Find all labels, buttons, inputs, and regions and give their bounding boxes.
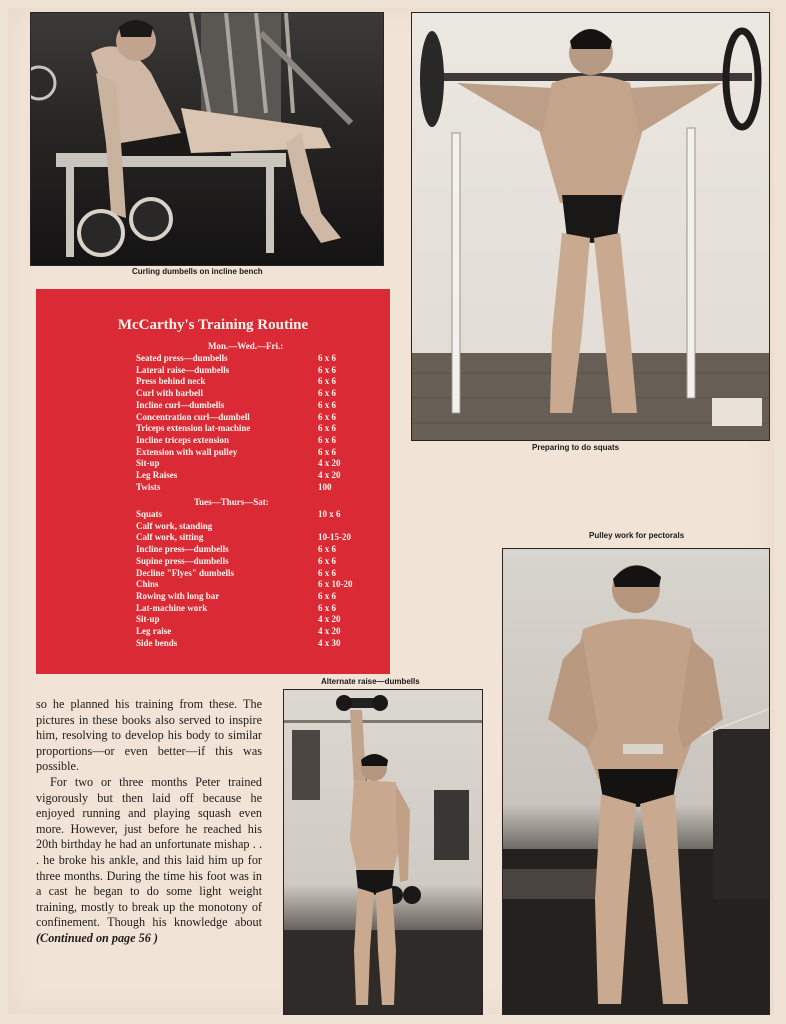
routine-sets: 6 x 6 bbox=[318, 446, 336, 457]
routine-sets: 6 x 6 bbox=[318, 555, 336, 566]
routine-exercise: Leg Raises bbox=[136, 470, 178, 480]
routine-exercise: Lat-machine work bbox=[136, 602, 208, 613]
routine-exercise: Chins bbox=[136, 579, 159, 590]
routine-sets: 6 x 6 bbox=[318, 423, 336, 434]
routine-sets: 4 x 30 bbox=[318, 637, 341, 648]
routine-exercise: Squats bbox=[136, 509, 163, 519]
routine-sets: 6 x 6 bbox=[318, 376, 336, 387]
routine-exercise: Triceps extension lat-machine bbox=[136, 423, 251, 434]
continued-note: (Continued on page 56 ) bbox=[36, 930, 158, 945]
routine-exercise: Decline "Flyes" dumbells bbox=[136, 567, 234, 578]
article-paragraph-text: For two or three months Peter trained vigorously but then laid off because he enjoyed running and playing squash even more. However, just before he reached his 20th birthday he had an unfortunate mishap . . . he broke his ankle, and this laid him up for three months. During the time his foot was in a cast he began to do some light weight training, mostly to break up the monotony of confinement. Though his knowledge about bbox=[36, 774, 262, 930]
routine-exercise: Calf work, standing bbox=[136, 520, 213, 531]
routine-exercise: Leg raise bbox=[136, 626, 172, 636]
photo-alternate-raise bbox=[283, 689, 483, 1015]
routine-exercise: Rowing with long bar bbox=[136, 590, 220, 601]
routine-sets: 6 x 6 bbox=[318, 544, 336, 555]
routine-sets: 4 x 20 bbox=[318, 470, 341, 480]
article-paragraph bbox=[36, 775, 262, 947]
routine-days-mwf: Mon.—Wed.—Fri.: bbox=[208, 341, 284, 351]
routine-exercise: Seated press—dumbells bbox=[136, 353, 228, 363]
routine-exercise: Supine press—dumbells bbox=[136, 555, 229, 566]
routine-row bbox=[136, 555, 376, 567]
routine-row bbox=[136, 422, 376, 434]
routine-row bbox=[136, 520, 376, 532]
routine-title: McCarthy's Training Routine bbox=[117, 317, 309, 333]
routine-exercise: Calf work, sitting bbox=[136, 532, 204, 543]
routine-sets: 4 x 20 bbox=[318, 626, 341, 636]
routine-sets: 10 x 6 bbox=[318, 509, 341, 519]
routine-sets: 6 x 10-20 bbox=[318, 579, 353, 590]
routine-exercise: Sit-up bbox=[136, 458, 160, 469]
routine-exercise: Side bends bbox=[136, 637, 178, 648]
caption-squats: Preparing to do squats bbox=[532, 443, 620, 452]
article-text bbox=[36, 697, 262, 947]
routine-row bbox=[136, 364, 376, 376]
article-paragraph: so he planned his training from these. The pictures in these books also served to inspire him, resolving to develop his body to similar proportions—or even better—if this was possible. bbox=[36, 697, 262, 774]
routine-row bbox=[136, 625, 376, 637]
routine-sets: 100 bbox=[318, 481, 332, 492]
routine-row bbox=[136, 469, 376, 481]
routine-exercise: Sit-up bbox=[136, 614, 160, 625]
routine-sets: 4 x 20 bbox=[318, 614, 341, 625]
photo-pulley-pectorals bbox=[502, 548, 770, 1015]
routine-row bbox=[136, 375, 376, 387]
routine-exercise: Incline press—dumbells bbox=[136, 544, 229, 555]
routine-row bbox=[136, 481, 376, 493]
routine-exercise: Lateral raise—dumbells bbox=[136, 364, 230, 375]
routine-exercise: Concentration curl—dumbell bbox=[136, 411, 250, 422]
routine-exercise: Twists bbox=[136, 481, 161, 492]
routine-exercise: Incline triceps extension bbox=[136, 434, 229, 445]
routine-sets: 6 x 6 bbox=[318, 590, 336, 601]
routine-sets: 6 x 6 bbox=[318, 399, 336, 410]
caption-pulley: Pulley work for pectorals bbox=[589, 531, 685, 540]
routine-row bbox=[136, 578, 376, 590]
routine-sets: 10-15-20 bbox=[318, 532, 351, 543]
caption-incline: Curling dumbells on incline bench bbox=[132, 267, 263, 276]
photo-squat-prep bbox=[411, 12, 770, 441]
routine-row bbox=[136, 434, 376, 446]
routine-sets: 6 x 6 bbox=[318, 567, 336, 578]
routine-row bbox=[136, 637, 376, 649]
routine-row bbox=[136, 508, 376, 520]
routine-exercise: Press behind neck bbox=[136, 376, 206, 387]
routine-row bbox=[136, 531, 376, 543]
routine-row bbox=[136, 457, 376, 469]
routine-row bbox=[136, 613, 376, 625]
routine-sets: 6 x 6 bbox=[318, 411, 336, 422]
photo-incline-curl bbox=[30, 12, 384, 266]
routine-sets: 6 x 6 bbox=[318, 364, 336, 375]
routine-row bbox=[136, 399, 376, 411]
routine-sets: 6 x 6 bbox=[318, 353, 336, 363]
caption-alternate: Alternate raise—dumbells bbox=[321, 677, 420, 686]
routine-exercise: Curl with barbell bbox=[136, 388, 204, 399]
training-routine-box bbox=[36, 289, 390, 674]
routine-days-tts: Tues—Thurs—Sat: bbox=[194, 497, 269, 507]
routine-sets: 6 x 6 bbox=[318, 434, 336, 445]
routine-row bbox=[136, 411, 376, 423]
routine-row bbox=[136, 567, 376, 579]
routine-row bbox=[136, 590, 376, 602]
routine-row bbox=[136, 543, 376, 555]
routine-row bbox=[136, 387, 376, 399]
routine-exercise: Incline curl—dumbells bbox=[136, 399, 225, 410]
routine-row bbox=[136, 602, 376, 614]
routine-exercise: Extension with wall pulley bbox=[136, 446, 238, 457]
routine-row bbox=[136, 352, 376, 364]
routine-sets: 4 x 20 bbox=[318, 458, 341, 469]
routine-sets: 6 x 6 bbox=[318, 388, 336, 399]
routine-row bbox=[136, 446, 376, 458]
routine-sets: 6 x 6 bbox=[318, 602, 336, 613]
